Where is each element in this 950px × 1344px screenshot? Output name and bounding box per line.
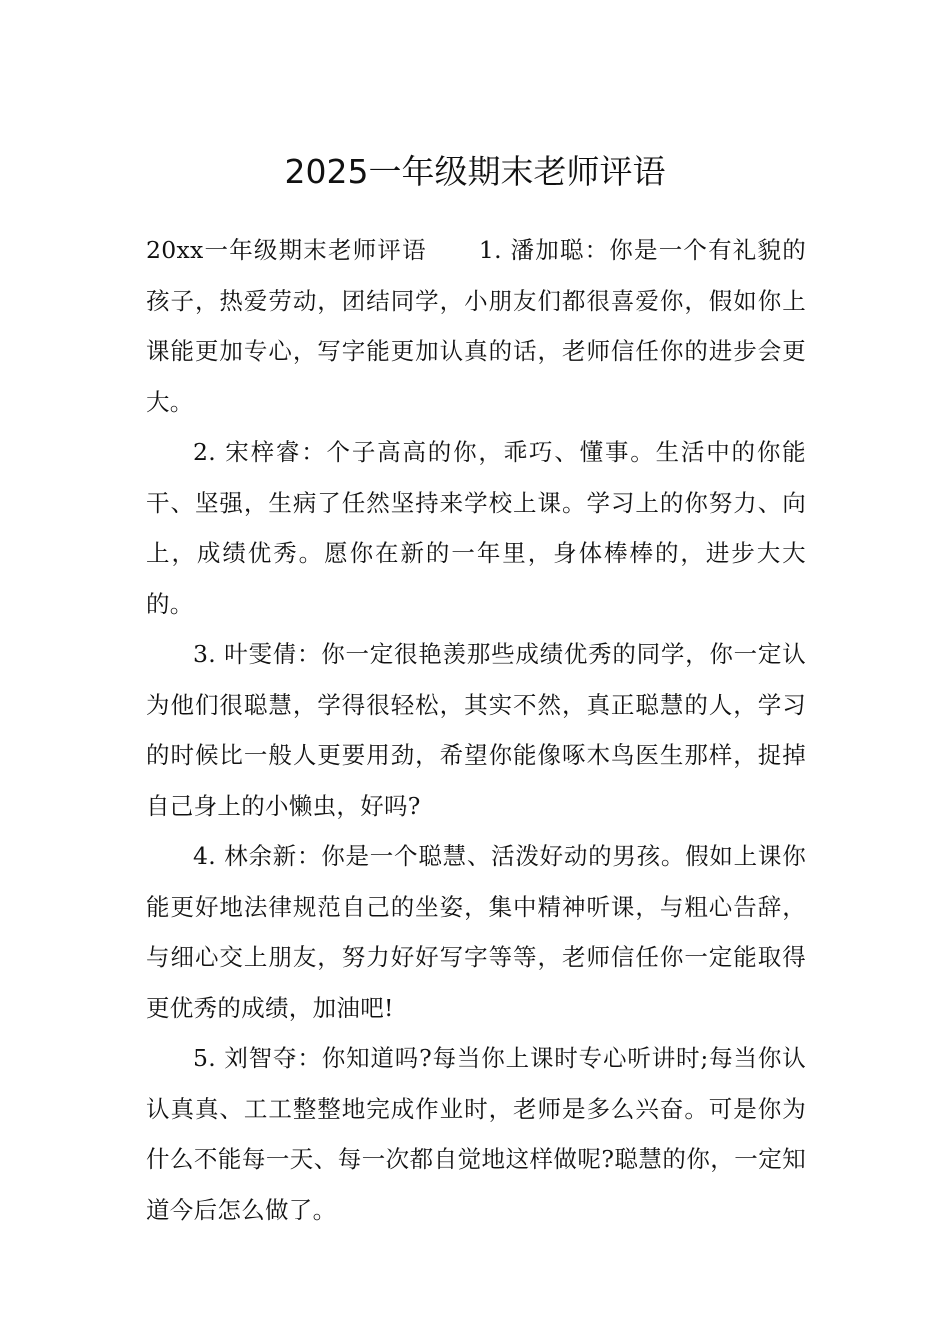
paragraph-4: 4. 林余新：你是一个聪慧、活泼好动的男孩。假如上课你能更好地法律规范自己的坐姿，集中精神听课，与粗心告辞，与细心交上朋友，努力好好写字等等，老师信任你一定能取得更优秀的成绩，加油吧! [146, 842, 806, 1022]
document-body [146, 225, 806, 1235]
paragraph-3: 3. 叶雯倩：你一定很艳羡那些成绩优秀的同学，你一定认为他们很聪慧，学得很轻松，其实不然，真正聪慧的人，学习的时候比一般人更要用劲，希望你能像啄木鸟医生那样，捉掉自己身上的小懒虫，好吗? [146, 640, 806, 820]
paragraph-1 [146, 225, 806, 427]
paragraph-2: 2. 宋梓睿：个子高高的你，乖巧、懂事。生活中的你能干、坚强，生病了任然坚持来学校上课。学习上的你努力、向上，成绩优秀。愿你在新的一年里，身体棒棒的，进步大大的。 [146, 438, 806, 618]
page-title: 2025一年级期末老师评语 [284, 152, 666, 192]
paragraph-5: 5. 刘智夺：你知道吗?每当你上课时专心听讲时;每当你认认真真、工工整整地完成作业时，老师是多么兴奋。可是你为什么不能每一天、每一次都自觉地这样做呢?聪慧的你，一定知道今后怎么做了。 [146, 1044, 806, 1224]
intro-heading: 20xx一年级期末老师评语 [146, 236, 427, 264]
comment-1: 1. 潘加聪：你是一个有礼貌的孩子，热爱劳动，团结同学，小朋友们都很喜爱你，假如你上课能更加专心，写字能更加认真的话，老师信任你的进步会更大。 [146, 236, 806, 416]
